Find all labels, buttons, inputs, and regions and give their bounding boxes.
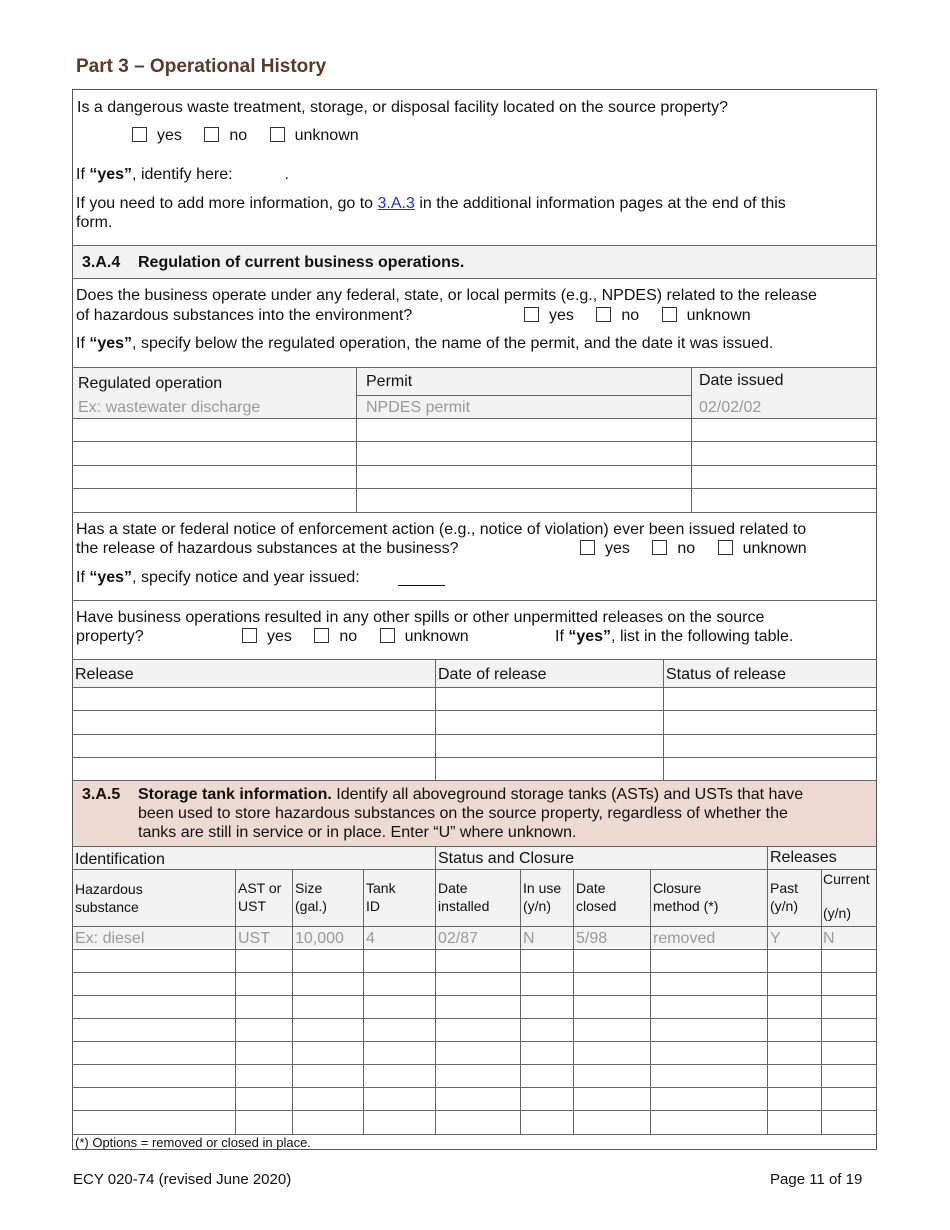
yes-label: yes	[157, 127, 182, 144]
permits-no-checkbox[interactable]	[596, 307, 611, 322]
facility-no-checkbox[interactable]	[204, 127, 219, 142]
footer-page-number: Page 11 of 19	[770, 1171, 863, 1188]
permit-example-date: 02/02/02	[699, 399, 762, 416]
facility-options	[132, 126, 359, 146]
permits-yes-checkbox[interactable]	[524, 307, 539, 322]
spills-unknown-checkbox[interactable]	[380, 628, 395, 643]
tank-example-installed: 02/87	[438, 930, 479, 947]
spills-options: yes no unknown	[242, 627, 469, 647]
col-ast-ust: AST or UST	[238, 880, 282, 914]
tank-footnote: (*) Options = removed or closed in place.	[75, 1135, 311, 1150]
part-title: Part 3 – Operational History	[76, 56, 327, 77]
permit-example-operation: Ex: wastewater discharge	[78, 399, 261, 416]
permits-question-line1: Does the business operate under any federal, state, or local permits (e.g., NPDES) related to the release	[76, 287, 817, 304]
tank-example-current: N	[823, 930, 835, 947]
release-col-release: Release	[75, 666, 134, 683]
permit-example-permit: NPDES permit	[366, 399, 471, 416]
section-a5-text3: tanks are still in service or in place. Enter “U” where unknown.	[138, 824, 577, 841]
section-3a3-link[interactable]: 3.A.3	[377, 195, 415, 212]
col-date-installed: Date installed	[438, 880, 490, 914]
tank-example-size: 10,000	[295, 930, 344, 947]
section-a4-heading: 3.A.4 Regulation of current business operations.	[82, 254, 465, 271]
spills-yes-checkbox[interactable]	[242, 628, 257, 643]
tank-example-type: UST	[238, 930, 270, 947]
enforcement-question-line2: the release of hazardous substances at the business?	[76, 540, 459, 557]
group-status-closure: Status and Closure	[438, 850, 575, 867]
release-col-date: Date of release	[438, 666, 547, 683]
permit-col-permit: Permit	[366, 373, 413, 390]
col-size: Size (gal.)	[295, 880, 327, 914]
enforcement-question-line1: Has a state or federal notice of enforcement action (e.g., notice of violation) ever been issued related to	[76, 521, 807, 538]
spills-list-note: If “yes”, list in the following table.	[555, 628, 794, 645]
tank-example-in-use: N	[523, 930, 535, 947]
permits-question-line2: of hazardous substances into the environment?	[76, 307, 413, 324]
col-tank-id: Tank ID	[366, 880, 396, 914]
enforcement-specify: If “yes”, specify notice and year issued:	[76, 569, 360, 586]
enforcement-notice-field[interactable]	[398, 585, 445, 586]
col-past: Past (y/n)	[770, 880, 799, 914]
col-closure-method: Closure method (*)	[653, 880, 719, 914]
col-hazardous-substance: Hazardous substance	[75, 881, 143, 915]
section-a5-heading: 3.A.5 Storage tank information. Identify all aboveground storage tanks (ASTs) and USTs that have	[82, 786, 804, 803]
tank-example-id: 4	[366, 930, 375, 947]
spills-question-line1: Have business operations resulted in any other spills or other unpermitted releases on the source	[76, 609, 765, 626]
facility-yes-checkbox[interactable]	[132, 127, 147, 142]
col-in-use: In use (y/n)	[523, 880, 562, 914]
permits-specify: If “yes”, specify below the regulated operation, the name of the permit, and the date it was issued.	[76, 335, 774, 352]
no-label: no	[229, 127, 248, 144]
facility-question: Is a dangerous waste treatment, storage, or disposal facility located on the source property?	[77, 99, 729, 116]
group-identification: Identification	[75, 851, 165, 868]
facility-identify-field[interactable]: .	[284, 166, 289, 183]
col-current-yn: (y/n)	[823, 905, 851, 921]
enforcement-unknown-checkbox[interactable]	[718, 540, 733, 555]
tank-example-closed: 5/98	[576, 930, 608, 947]
tank-example-substance: Ex: diesel	[75, 930, 145, 947]
enforcement-options: yes no unknown	[580, 539, 807, 559]
permit-col-date: Date issued	[699, 372, 784, 389]
tank-example-past: Y	[770, 930, 781, 947]
enforcement-yes-checkbox[interactable]	[580, 540, 595, 555]
facility-identify: If “yes”, identify here: .	[76, 166, 289, 183]
col-date-closed: Date closed	[576, 880, 617, 914]
more-info-line: If you need to add more information, go to 3.A.3 in the additional information pages at the end of this	[76, 195, 786, 212]
facility-unknown-checkbox[interactable]	[270, 127, 285, 142]
section-a5-text2: been used to store hazardous substances on the source property, regardless of whether the	[138, 805, 788, 822]
release-col-status: Status of release	[666, 666, 787, 683]
spills-no-checkbox[interactable]	[314, 628, 329, 643]
permits-unknown-checkbox[interactable]	[662, 307, 677, 322]
tank-example-method: removed	[653, 930, 716, 947]
permit-col-operation: Regulated operation	[78, 375, 223, 392]
spills-question-line2: property?	[76, 628, 144, 645]
permits-options: yes no unknown	[524, 306, 751, 326]
footer-form-id: ECY 020-74 (revised June 2020)	[73, 1171, 292, 1188]
more-info-line-2: form.	[76, 214, 113, 231]
unknown-label: unknown	[294, 127, 359, 144]
enforcement-no-checkbox[interactable]	[652, 540, 667, 555]
group-releases: Releases	[770, 849, 837, 866]
col-current-label: Current	[823, 871, 870, 887]
